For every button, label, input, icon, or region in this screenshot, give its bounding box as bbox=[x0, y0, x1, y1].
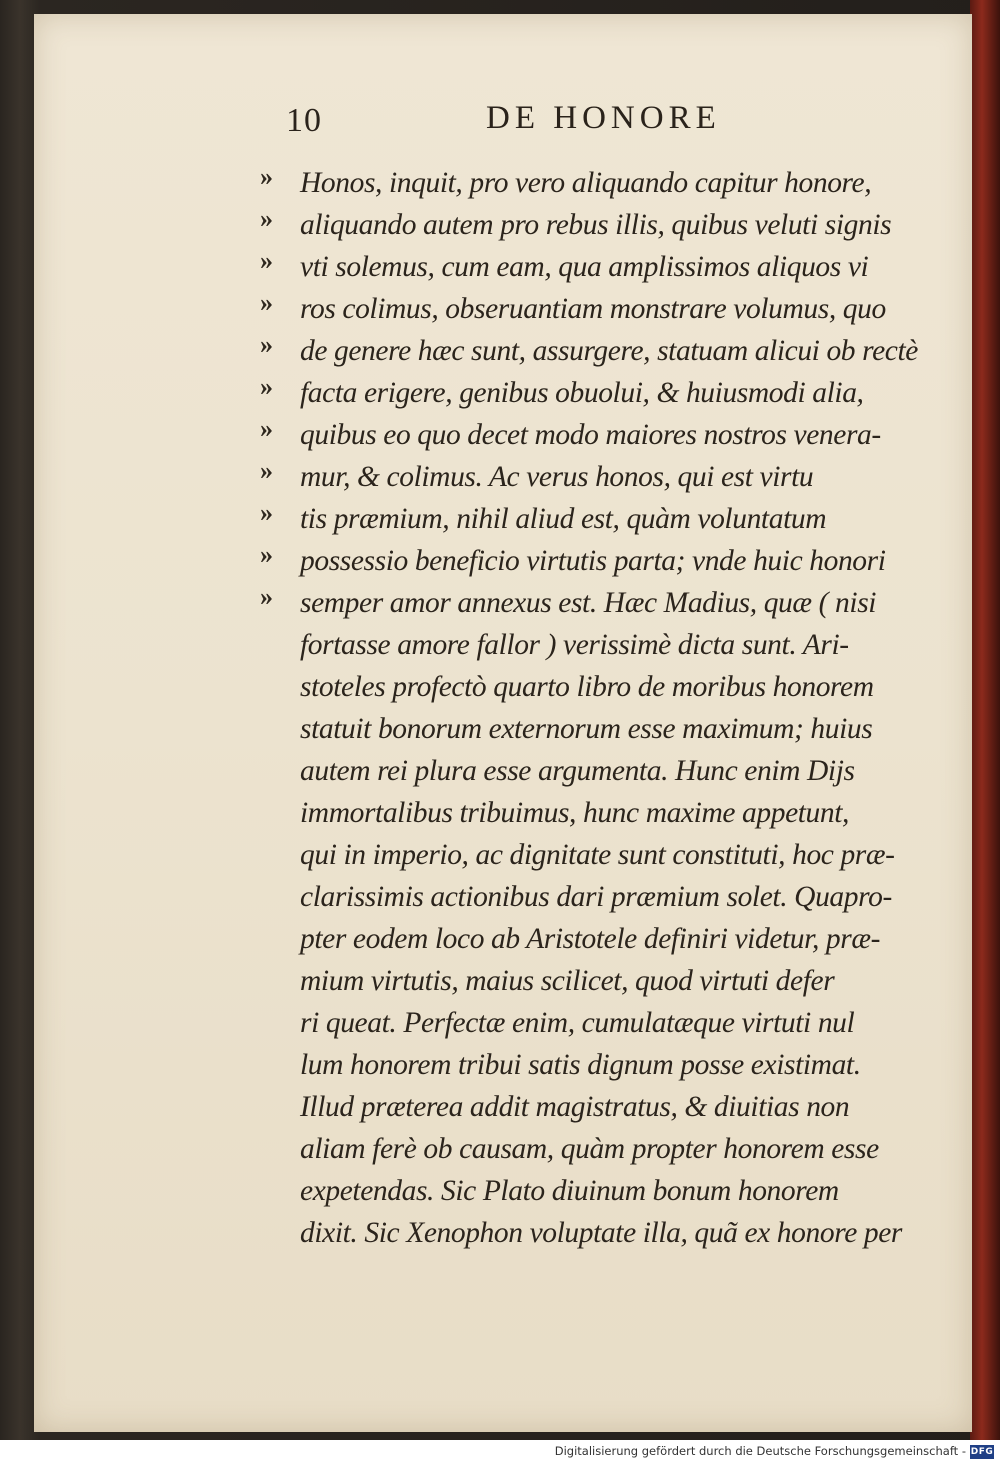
text-line bbox=[260, 414, 950, 456]
line-text: expetendas. Sic Plato diuinum bonum honorem bbox=[300, 1175, 839, 1207]
line-text: qui in imperio, ac dignitate sunt constituti, hoc præ- bbox=[300, 839, 895, 871]
line-text: immortalibus tribuimus, hunc maxime appetunt, bbox=[300, 797, 850, 829]
text-line bbox=[260, 1086, 950, 1128]
text-line bbox=[260, 750, 950, 792]
text-line bbox=[260, 372, 950, 414]
text-line bbox=[260, 876, 950, 918]
text-line bbox=[260, 498, 950, 540]
text-line bbox=[260, 162, 950, 204]
line-text: lum honorem tribui satis dignum posse existimat. bbox=[300, 1049, 861, 1081]
book-spine-edge bbox=[970, 0, 1000, 1440]
text-line bbox=[260, 1170, 950, 1212]
line-text: tis præmium, nihil aliud est, quàm voluntatum bbox=[300, 503, 827, 535]
text-line bbox=[260, 330, 950, 372]
line-text: semper amor annexus est. Hæc Madius, quæ ( nisi bbox=[300, 587, 877, 619]
quotation-mark: » bbox=[260, 540, 273, 569]
text-line bbox=[260, 708, 950, 750]
line-text: fortasse amore fallor ) verissimè dicta sunt. Ari- bbox=[300, 629, 849, 661]
page-heading: DE HONORE bbox=[486, 100, 721, 136]
dfg-logo: DFG bbox=[970, 1447, 994, 1457]
quotation-mark: » bbox=[260, 372, 273, 401]
text-line bbox=[260, 204, 950, 246]
line-text: de genere hæc sunt, assurgere, statuam alicui ob rectè bbox=[300, 335, 918, 367]
running-head bbox=[34, 100, 972, 150]
line-text: Honos, inquit, pro vero aliquando capitur honore, bbox=[300, 167, 872, 199]
line-text: facta erigere, genibus obuolui, & huiusmodi alia, bbox=[300, 377, 864, 409]
text-line bbox=[260, 792, 950, 834]
line-text: mium virtutis, maius scilicet, quod virtuti defer bbox=[300, 965, 835, 997]
text-line bbox=[260, 456, 950, 498]
line-text: pter eodem loco ab Aristotele definiri videtur, præ- bbox=[300, 923, 881, 955]
text-line bbox=[260, 1212, 950, 1254]
line-text: stoteles profectò quarto libro de moribus honorem bbox=[300, 671, 874, 703]
text-line bbox=[260, 960, 950, 1002]
book-page bbox=[34, 14, 972, 1432]
line-text: aliam ferè ob causam, quàm propter honorem esse bbox=[300, 1133, 879, 1165]
text-block bbox=[260, 162, 950, 1254]
line-text: dixit. Sic Xenophon voluptate illa, quã ex honore per bbox=[300, 1217, 902, 1249]
line-text: vti solemus, cum eam, qua amplissimos aliquos vi bbox=[300, 251, 869, 283]
line-text: aliquando autem pro rebus illis, quibus veluti signis bbox=[300, 209, 892, 241]
text-line bbox=[260, 540, 950, 582]
text-line bbox=[260, 834, 950, 876]
line-text: Illud præterea addit magistratus, & diuitias non bbox=[300, 1091, 850, 1123]
line-text: ros colimus, obseruantiam monstrare volumus, quo bbox=[300, 293, 886, 325]
line-text: autem rei plura esse argumenta. Hunc enim Dijs bbox=[300, 755, 855, 787]
page-number: 10 bbox=[286, 102, 322, 139]
quotation-mark: » bbox=[260, 582, 273, 611]
line-text: statuit bonorum externorum esse maximum; huius bbox=[300, 713, 873, 745]
text-line bbox=[260, 1128, 950, 1170]
text-line bbox=[260, 666, 950, 708]
line-text: mur, & colimus. Ac verus honos, qui est virtu bbox=[300, 461, 814, 493]
text-line bbox=[260, 582, 950, 624]
quotation-mark: » bbox=[260, 498, 273, 527]
text-line bbox=[260, 288, 950, 330]
quotation-mark: » bbox=[260, 414, 273, 443]
quotation-mark: » bbox=[260, 246, 273, 275]
quotation-mark: » bbox=[260, 204, 273, 233]
quotation-mark: » bbox=[260, 288, 273, 317]
quotation-mark: » bbox=[260, 330, 273, 359]
line-text: possessio beneficio virtutis parta; vnde huic honori bbox=[300, 545, 886, 577]
text-line bbox=[260, 624, 950, 666]
text-line bbox=[260, 1044, 950, 1086]
footer-bar bbox=[0, 1440, 1000, 1465]
quotation-mark: » bbox=[260, 456, 273, 485]
line-text: clarissimis actionibus dari præmium solet. Quapro- bbox=[300, 881, 892, 913]
text-line bbox=[260, 246, 950, 288]
text-line bbox=[260, 1002, 950, 1044]
line-text: quibus eo quo decet modo maiores nostros venera- bbox=[300, 419, 881, 451]
quotation-mark: » bbox=[260, 162, 273, 191]
footer-credit: Digitalisierung gefördert durch die Deutsche Forschungsgemeinschaft - bbox=[554, 1444, 966, 1458]
text-line bbox=[260, 918, 950, 960]
line-text: ri queat. Perfectæ enim, cumulatæque virtuti nul bbox=[300, 1007, 855, 1039]
